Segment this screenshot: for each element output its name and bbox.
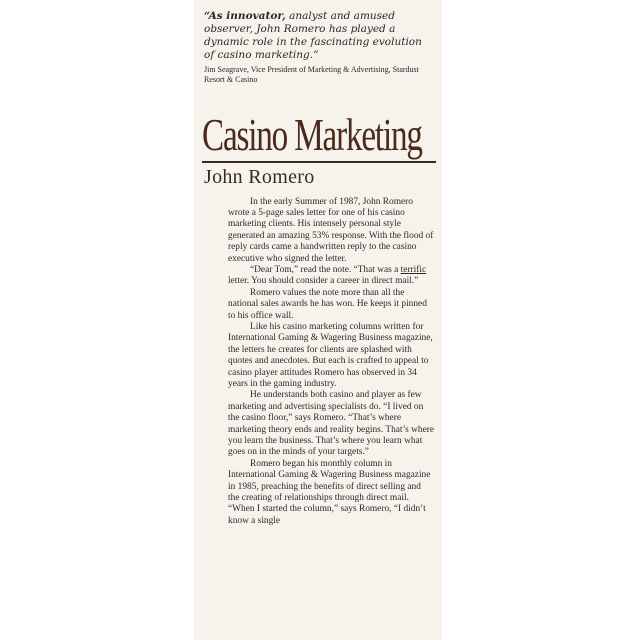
quote-lead: “As innovator,: [204, 10, 286, 22]
endorsement-quote: [204, 10, 430, 62]
paragraph-2-end: letter. You should consider a career in direct mail.”: [228, 276, 419, 287]
paragraph-5: He understands both casino and player as few marketing and advertising specialists do. “I lived on the casino floor,” says Romero. “That’s where marketing theory ends and reality begins. That’s where you learn the business. That’s where you learn what goes on in the minds of your targets.”: [228, 390, 435, 458]
book-cover: [194, 0, 442, 640]
paragraph-6: Romero began his monthly column in International Gaming & Wagering Business magazine in 1985, preaching the benefits of direct selling and the creating of relationships through direct mail. “When I started the column,” says Romero, “I didn’t know a single: [228, 458, 431, 526]
quote-text: analyst and amused observer, John Romero has played a dynamic role in the fascinating evolution of casino marketing.”: [204, 10, 422, 61]
article-body: [228, 197, 434, 528]
paragraph-2-start: “Dear Tom,” read the note. “That was a: [250, 264, 401, 275]
paragraph-4: Like his casino marketing columns written for International Gaming & Wagering Business magazine, the letters he creates for clients are splashed with quotes and anecdotes. But each is crafted to appeal to casino player attitudes Romero has observed in 34 years in the gaming industry.: [228, 321, 433, 389]
paragraph-2: [228, 265, 434, 288]
book-title: Casino Marketing: [202, 109, 422, 160]
book-author: John Romero: [204, 165, 315, 188]
underlined-word: terrific: [400, 264, 427, 275]
paragraph-3: Romero values the note more than all the national sales awards he has won. He keeps it pinned to his office wall.: [228, 287, 427, 321]
title-divider: [202, 161, 436, 163]
paragraph-1: In the early Summer of 1987, John Romero wrote a 5-page sales letter for one of his casino marketing clients. His intensely personal style generated an amazing 53% response. With the flood of reply cards came a handwritten reply to the casino executive who signed the letter.: [228, 196, 434, 264]
quote-attribution: Jim Seagrave, Vice President of Marketing & Advertising, Stardust Resort & Casino: [204, 65, 419, 84]
